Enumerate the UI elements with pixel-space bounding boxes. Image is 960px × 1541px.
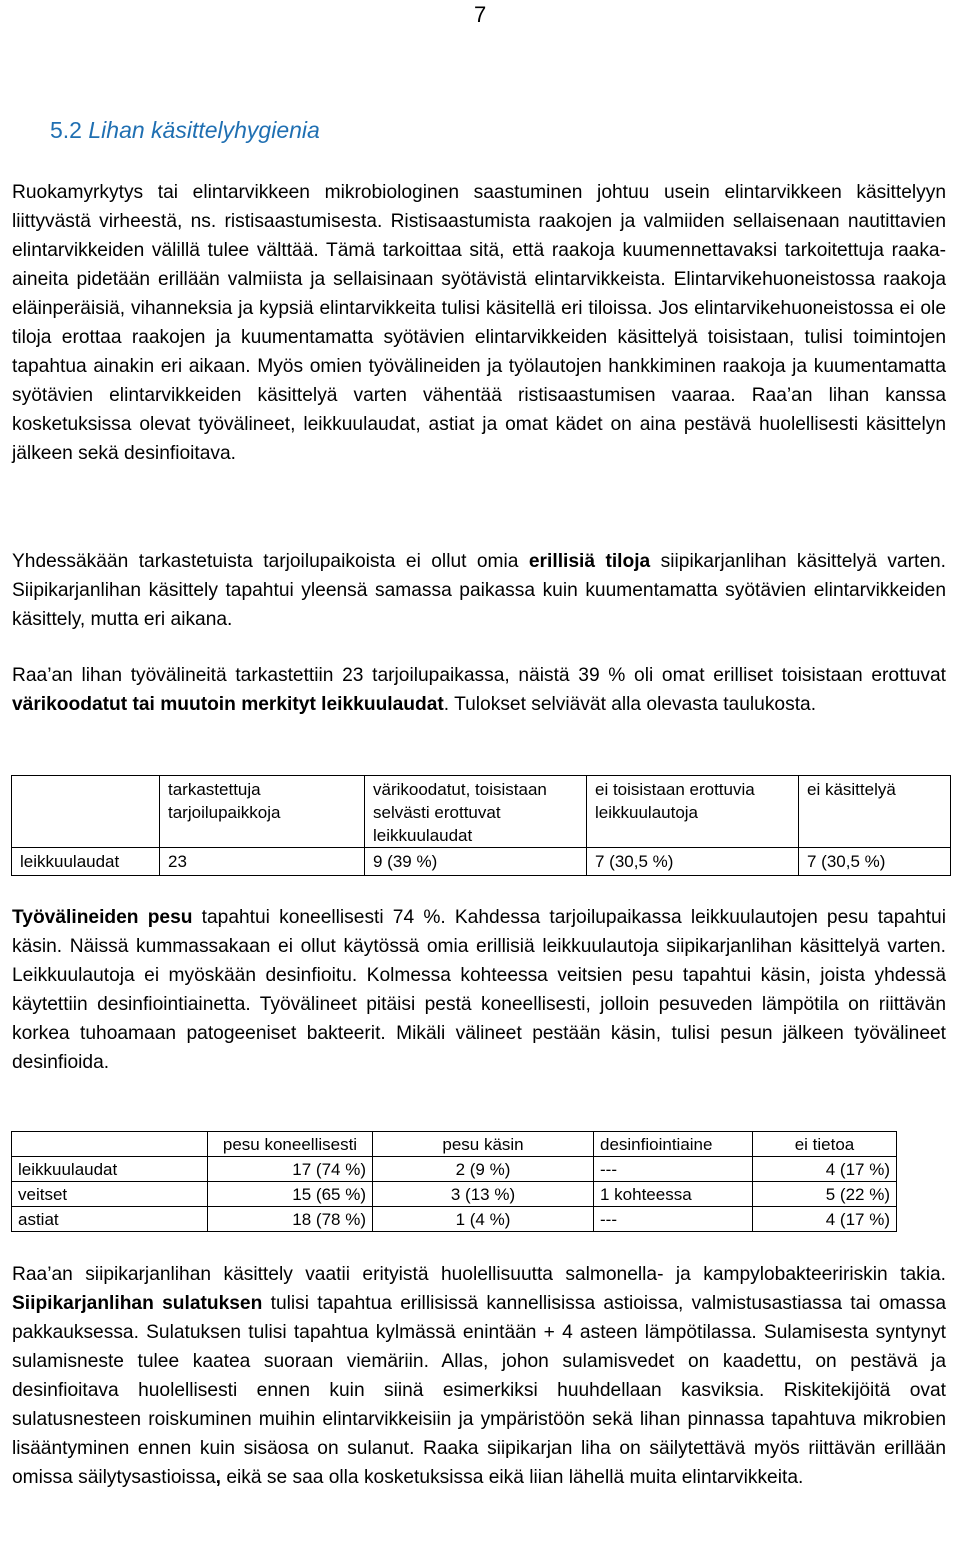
table-cell: 4 (17 %) — [753, 1207, 897, 1232]
table-header-cell: ei tietoa — [753, 1132, 897, 1157]
table-header-cell: ei toisistaan erottuvia leikkuulautoja — [587, 776, 799, 848]
section-title: Lihan käsittelyhygienia — [88, 117, 320, 143]
table-cell: 5 (22 %) — [753, 1182, 897, 1207]
table-cell: 17 (74 %) — [208, 1157, 373, 1182]
paragraph-text: tapahtui koneellisesti 74 %. Kahdessa tarjoilupaikassa leikkuulautojen pesu tapahtui käsin. Näissä kummassakaan ei ollut käytössä omia erillisiä leikkuulautoja siipikarjanlihan käsittelyä varten. Leikkuulautoja ei myöskään desinfioitu. Kolmessa kohteessa veitsien pesu tapahtui käsin, joista yhdessä käytettiin desinfiointiainetta. Työvälineet pitäisi pestä koneellisesti, jolloin pesuveden lämpötila on riittävän korkea tuhoamaan patogeeniset bakteerit. Mikäli välineet pestään käsin, tulisi pesun jälkeen työvälineet desinfioida. — [12, 907, 946, 1073]
table-cell: 1 (4 %) — [373, 1207, 594, 1232]
table-header-cell: pesu koneellisesti — [208, 1132, 373, 1157]
paragraph-text: Raa’an siipikarjanlihan käsittely vaatii erityistä huolellisuutta salmonella- ja kampylobakteeririskin takia. — [12, 1264, 946, 1285]
table-cell: --- — [594, 1157, 753, 1182]
table-header-cell — [12, 776, 160, 848]
table-cell: veitset — [12, 1182, 208, 1207]
paragraph-text: . Tulokset selviävät alla olevasta taulukosta. — [443, 694, 817, 715]
emphasis-text: erillisiä tiloja — [528, 551, 651, 572]
page-number: 7 — [474, 2, 487, 27]
table-cell: --- — [594, 1207, 753, 1232]
paragraph-separate-facilities — [12, 547, 946, 634]
table-cell: 1 kohteessa — [594, 1182, 753, 1207]
paragraph-cutting-boards — [12, 661, 946, 719]
table-header-row — [12, 776, 951, 848]
table-cell: 7 (30,5 %) — [587, 848, 799, 876]
paragraph-cross-contamination — [12, 178, 946, 468]
cutting-board-table — [11, 775, 951, 876]
table-header-cell: tarkastettuja tarjoilupaikkoja — [160, 776, 365, 848]
paragraph-tool-washing — [12, 903, 946, 1077]
table-header-row — [12, 1132, 897, 1157]
paragraph-text: Ruokamyrkytys tai elintarvikkeen mikrobiologinen saastuminen johtuu usein elintarvikkeen käsittelyyn liittyvästä virheestä, ns. ristisaastumisesta. Ristisaastumista raakojen ja valmiiden sellaisenaan nautittavien elintarvikkeiden välillä tulee välttää. Tämä tarkoittaa sitä, että raakoja kuumennettavaksi tarkoitettuja raaka-aineita pidetään erillään valmiista ja sellaisinaan syötävistä elintarvikkeista. Elintarvikehuoneistossa raakoja eläinperäisiä, vihanneksia ja kypsiä elintarvikkeita tulisi käsitellä eri tiloissa. Jos elintarvikehuoneistossa ei ole tiloja erottaa raakojen ja kuumentamatta syötävien elintarvikkeiden käsittelyä toisistaan, tulisi toimintojen tapahtua ainakin eri aikaan. Myös omien työvälineiden ja työlautojen hankkiminen raakoja ja kuumentamatta syötävien elintarvikkeiden käsittelyä varten vähentää ristisaastumisen vaaraa. Raa’an lihan kanssa kosketuksissa olevat työvälineet, leikkuulaudat, astiat ja omat kädet on aina pestävä huolellisesti käsittelyn jälkeen sekä desinfioitava. — [12, 182, 946, 464]
table-cell: 15 (65 %) — [208, 1182, 373, 1207]
table-cell: 4 (17 %) — [753, 1157, 897, 1182]
table-row — [12, 1182, 897, 1207]
paragraph-text: Raa’an lihan työvälineitä tarkastettiin 23 tarjoilupaikassa, näistä 39 % oli omat erilliset toisistaan erottuvat — [12, 665, 946, 686]
table-cell: astiat — [12, 1207, 208, 1232]
emphasis-text: värikoodatut tai muutoin merkityt leikkuulaudat — [12, 694, 444, 715]
table-cell: leikkuulaudat — [12, 848, 160, 876]
table-header-cell — [12, 1132, 208, 1157]
table-cell: 23 — [160, 848, 365, 876]
table-row — [12, 1207, 897, 1232]
paragraph-text: siipikarjanlihan käsittelyä varten. Siipikarjanlihan käsittely tapahtui yleensä samassa paikassa kuin kuumentamatta syötävien elintarvikkeiden käsittely, mutta eri aikana. — [12, 551, 946, 630]
table-header-cell: ei käsittelyä — [799, 776, 951, 848]
section-number: 5.2 — [50, 117, 82, 143]
table-row — [12, 848, 951, 876]
paragraph-poultry-thawing — [12, 1260, 946, 1492]
emphasis-text: , — [215, 1467, 222, 1488]
table-cell: 18 (78 %) — [208, 1207, 373, 1232]
paragraph-text: Yhdessäkään tarkastetuista tarjoilupaikoista ei ollut omia — [12, 551, 529, 572]
table-header-cell: värikoodatut, toisistaan selvästi erottuvat leikkuulaudat — [365, 776, 587, 848]
emphasis-text: Siipikarjanlihan sulatuksen — [12, 1293, 263, 1314]
table-header-cell: desinfiointiaine — [594, 1132, 753, 1157]
paragraph-text: tulisi tapahtua erillisissä kannellisissa astioissa, valmistusastiassa tai omassa pakkauksessa. Sulatuksen tulisi tapahtua kylmässä enintään + 4 asteen lämpötilassa. Sulamisesta syntynyt sulamisneste tulee kaatea suoraan viemäriin. Allas, johon sulamisvedet on kaadettu, on pestävä ja desinfioitava huolellisesti ennen kuin siinä esimerkiksi huuhdellaan kasviksia. Riskitekijöitä ovat sulatusnesteen roiskuminen muihin elintarvikkeisiin ja ympäristöön sekä lihan pinnassa tapahtuva mikrobien lisääntyminen ennen kuin sisäosa on sulanut. Raaka siipikarjan liha on säilytettävä myös riittävän erillään omissa säilytysastioissa — [12, 1293, 946, 1488]
table-cell: 7 (30,5 %) — [799, 848, 951, 876]
table-cell: leikkuulaudat — [12, 1157, 208, 1182]
paragraph-text: eikä se saa olla kosketuksissa eikä liian lähellä muita elintarvikkeita. — [221, 1467, 804, 1488]
table-cell: 9 (39 %) — [365, 848, 587, 876]
table-header-cell: pesu käsin — [373, 1132, 594, 1157]
emphasis-text: Työvälineiden pesu — [12, 907, 193, 928]
table-cell: 3 (13 %) — [373, 1182, 594, 1207]
table-cell: 2 (9 %) — [373, 1157, 594, 1182]
table-row — [12, 1157, 897, 1182]
washing-table — [11, 1131, 897, 1232]
section-heading — [50, 117, 320, 144]
